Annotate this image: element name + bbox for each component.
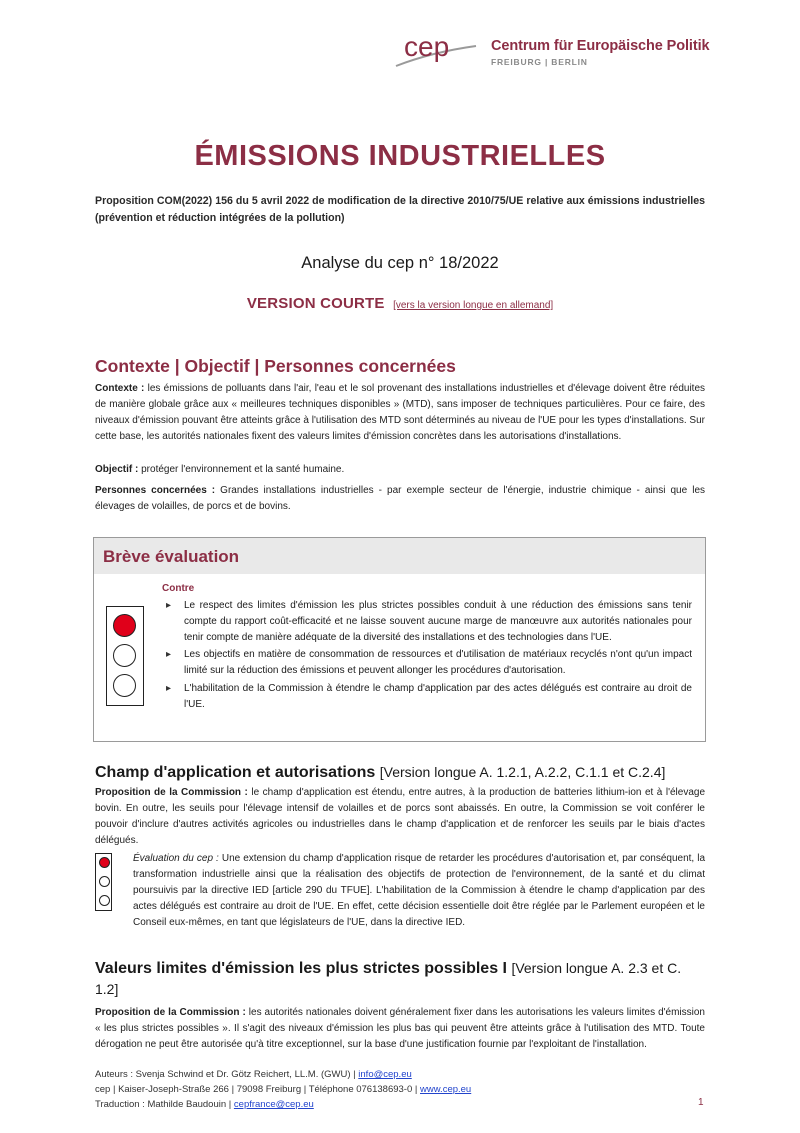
contre-label: Contre xyxy=(162,583,195,594)
green-lamp-off-icon xyxy=(113,674,136,697)
footer-authors xyxy=(95,1067,705,1082)
limits-heading xyxy=(95,958,705,1000)
footer-authors-text: Auteurs : Svenja Schwind et Dr. Götz Reichert, LL.M. (GWU) | xyxy=(95,1069,356,1080)
red-lamp-icon xyxy=(99,857,110,868)
scope-proposal-text: le champ d'application est étendu, entre autres, à la production de batteries lithium-ion et à l'élevage bovin. En outre, les seuils pour l'élevage intensif de volailles et de porcs sont abaissés. En outre, la Commission se voit conférer le pouvoir d'inclure d'autres activités agricoles ou industrielles dans le champ d'application et de renforcer les seuils par le biais d'actes délégués. xyxy=(95,787,706,846)
small-traffic-light-icon xyxy=(95,853,112,911)
objective-paragraph xyxy=(95,462,705,478)
scope-reference: [Version longue A. 1.2.1, A.2.2, C.1.1 et C.2.4] xyxy=(379,764,666,780)
cep-logo-mark xyxy=(392,26,478,72)
list-item: ▸ Les objectifs en matière de consommation de ressources et d'utilisation de matériaux recyclés n'ont qu'un impact limité sur la réduction des émissions et peuvent allonger les procédures d'autorisation. xyxy=(164,647,692,679)
cep-logo xyxy=(392,26,722,76)
footer-translation-text: Traduction : Mathilde Baudouin | xyxy=(95,1099,232,1110)
short-evaluation-box xyxy=(93,537,706,742)
objective-label: Objectif : xyxy=(95,464,139,475)
context-label: Contexte : xyxy=(95,383,145,394)
list-item: ▸ L'habilitation de la Commission à étendre le champ d'application par des actes délégués est contraire au droit de l'UE. xyxy=(164,681,692,713)
scope-evaluation-label: Évaluation du cep : xyxy=(133,853,219,864)
document-title: ÉMISSIONS INDUSTRIELLES xyxy=(194,140,606,172)
long-version-link[interactable]: [vers la version longue en allemand] xyxy=(393,300,554,311)
footer-translation xyxy=(95,1097,705,1112)
traffic-light-icon xyxy=(106,606,144,706)
analysis-number: Analyse du cep n° 18/2022 xyxy=(301,254,499,272)
scope-evaluation-paragraph xyxy=(133,851,705,931)
green-lamp-off-icon xyxy=(99,895,110,906)
authors-email-link[interactable]: info@cep.eu xyxy=(358,1069,412,1080)
yellow-lamp-off-icon xyxy=(113,644,136,667)
red-lamp-icon xyxy=(113,614,136,637)
scope-heading xyxy=(95,762,705,783)
persons-label: Personnes concernées : xyxy=(95,485,216,496)
list-item: ▸ Le respect des limites d'émission les plus strictes possibles conduit à une réduction des émissions sans tenir compte du rapport coût-efficacité et ne laisse souvent aucune marge de manœuvre aux autorités nationales pour tenir compte de manière adéquate de la diversité des installations et des technologies dans l'UE. xyxy=(164,598,692,645)
scope-proposal-paragraph xyxy=(95,785,705,849)
document-subtitle: Proposition COM(2022) 156 du 5 avril 2022 de modification de la directive 2010/75/UE relative aux émissions industrielles (prévention et réduction intégrées de la pollution) xyxy=(95,195,705,224)
persons-paragraph xyxy=(95,483,705,515)
context-paragraph xyxy=(95,381,705,445)
context-heading: Contexte | Objectif | Personnes concernées xyxy=(95,356,456,376)
logo-mark-text: cep xyxy=(404,31,450,62)
website-link[interactable]: www.cep.eu xyxy=(420,1084,472,1095)
limits-heading-text: Valeurs limites d'émission les plus strictes possibles I xyxy=(95,960,507,977)
limits-proposal-label: Proposition de la Commission : xyxy=(95,1007,246,1018)
yellow-lamp-off-icon xyxy=(99,876,110,887)
footer-address-text: cep | Kaiser-Joseph-Straße 266 | 79098 Freiburg | Téléphone 076138693-0 | xyxy=(95,1084,418,1095)
box-header xyxy=(94,538,705,574)
limits-reference: [Version longue A. 2.3 et C. 1.2] xyxy=(95,960,682,997)
page-number: 1 xyxy=(698,1097,704,1108)
contre-list xyxy=(164,598,692,715)
persons-text: Grandes installations industrielles - par exemple secteur de l'énergie, industrie chimique - ainsi que les élevages de volailles, de porcs et de bovins. xyxy=(95,485,706,512)
objective-text: protéger l'environnement et la santé humaine. xyxy=(141,464,345,475)
box-title: Brève évaluation xyxy=(103,547,240,566)
version-line xyxy=(0,295,800,313)
logo-name: Centrum für Europäische Politik xyxy=(491,38,710,54)
footer-address xyxy=(95,1082,705,1097)
version-label: VERSION COURTE xyxy=(246,295,385,312)
scope-evaluation-text: Une extension du champ d'application risque de retarder les procédures d'autorisation et, par conséquent, la transformation industrielle ainsi que la réalisation des objectifs de protection de l'environnement, de la santé et du climat poursuivis par la directive IED [article 290 du TFUE]. L'habilitation de la Commission à étendre le champ d'application par des actes délégués est contraire au droit de l'UE. En effet, cette décision essentielle doit être réglée par le Parlement européen et le Conseil eux-mêmes, en tant que législateurs de l'UE, dans la directive IED. xyxy=(133,853,705,928)
limits-proposal-text: les autorités nationales doivent généralement fixer dans les autorisations les valeurs limites d'émission « les plus strictes possibles ». Il s'agit des niveaux d'émission les plus bas qui peuvent être atteints grâce à l'utilisation des MTD. Toute dérogation ne peut être autorisée qu'à titre exceptionnel, sur la base d'une justification fournie par l'exploitant de l'installation. xyxy=(95,1007,705,1050)
context-text: les émissions de polluants dans l'air, l'eau et le sol provenant des installations industrielles et d'élevage doivent être réduites de manière globale grâce aux « meilleures techniques disponibles » (MTD), sans imposer de techniques particulières. Pour ce faire, des niveaux d'émission pouvant être atteints grâce à l'utilisation des MTD sont déterminés au niveau de l'UE pour les types d'installations. Sur cette base, les autorités nationales fixent des valeurs limites d'émission concrètes dans les autorisations d'installations. xyxy=(95,383,706,442)
translation-email-link[interactable]: cepfrance@cep.eu xyxy=(233,1099,314,1110)
logo-cities: FREIBURG | BERLIN xyxy=(491,57,588,67)
scope-proposal-label: Proposition de la Commission : xyxy=(95,787,248,798)
limits-proposal-paragraph xyxy=(95,1005,705,1053)
scope-heading-text: Champ d'application et autorisations xyxy=(95,764,376,781)
